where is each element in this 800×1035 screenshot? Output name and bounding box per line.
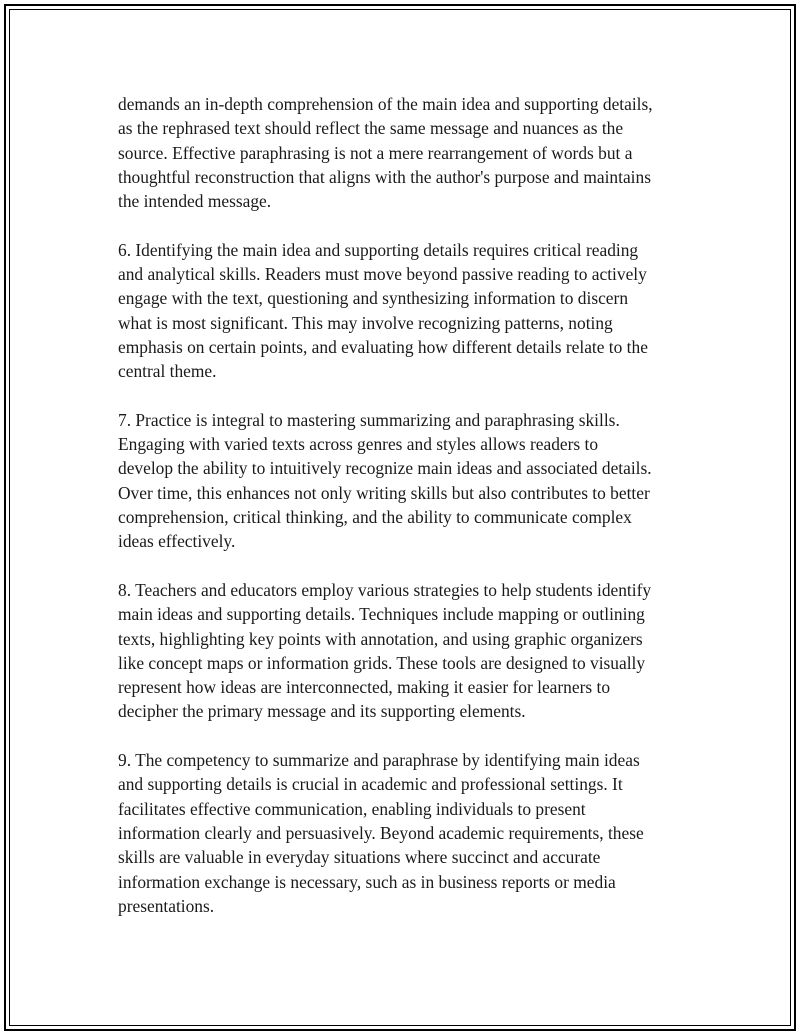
paragraph-9: 9. The competency to summarize and paraphrase by identifying main ideas and supporting details is crucial in academic and professional settings. It facilitates effective communication, enabling individuals to present information clearly and persuasively. Beyond academic requirements, these skills are valuable in everyday situations where succinct and accurate information exchange is necessary, such as in business reports or media presentations.	[118, 750, 644, 916]
paragraph-6: 6. Identifying the main idea and supporting details requires critical reading and analytical skills. Readers must move beyond passive reading to actively engage with the text, questioning and synthesizing information to discern what is most significant. This may involve recognizing patterns, noting emphasis on certain points, and evaluating how different details relate to the central theme.	[118, 239, 648, 382]
document-body	[118, 92, 698, 942]
paragraph-8: 8. Teachers and educators employ various strategies to help students identify main ideas and supporting details. Techniques include mapping or outlining texts, highlighting key points with annotation, and using graphic organizers like concept maps or information grids. These tools are designed to visually represent how ideas are interconnected, making it easier for learners to decipher the primary message and its supporting elements.	[118, 579, 652, 722]
paragraph-continuation: demands an in-depth comprehension of the main idea and supporting details, as the rephrased text should reflect the same message and nuances as the source. Effective paraphrasing is not a mere rearrangement of words but a thoughtful reconstruction that aligns with the author's purpose and maintains the intended message.	[118, 94, 653, 212]
paragraph-7: 7. Practice is integral to mastering summarizing and paraphrasing skills. Engaging with varied texts across genres and styles allows readers to develop the ability to intuitively recognize main ideas and associated details. Over time, this enhances not only writing skills but also contributes to better comprehension, critical thinking, and the ability to communicate complex ideas effectively.	[118, 409, 652, 552]
